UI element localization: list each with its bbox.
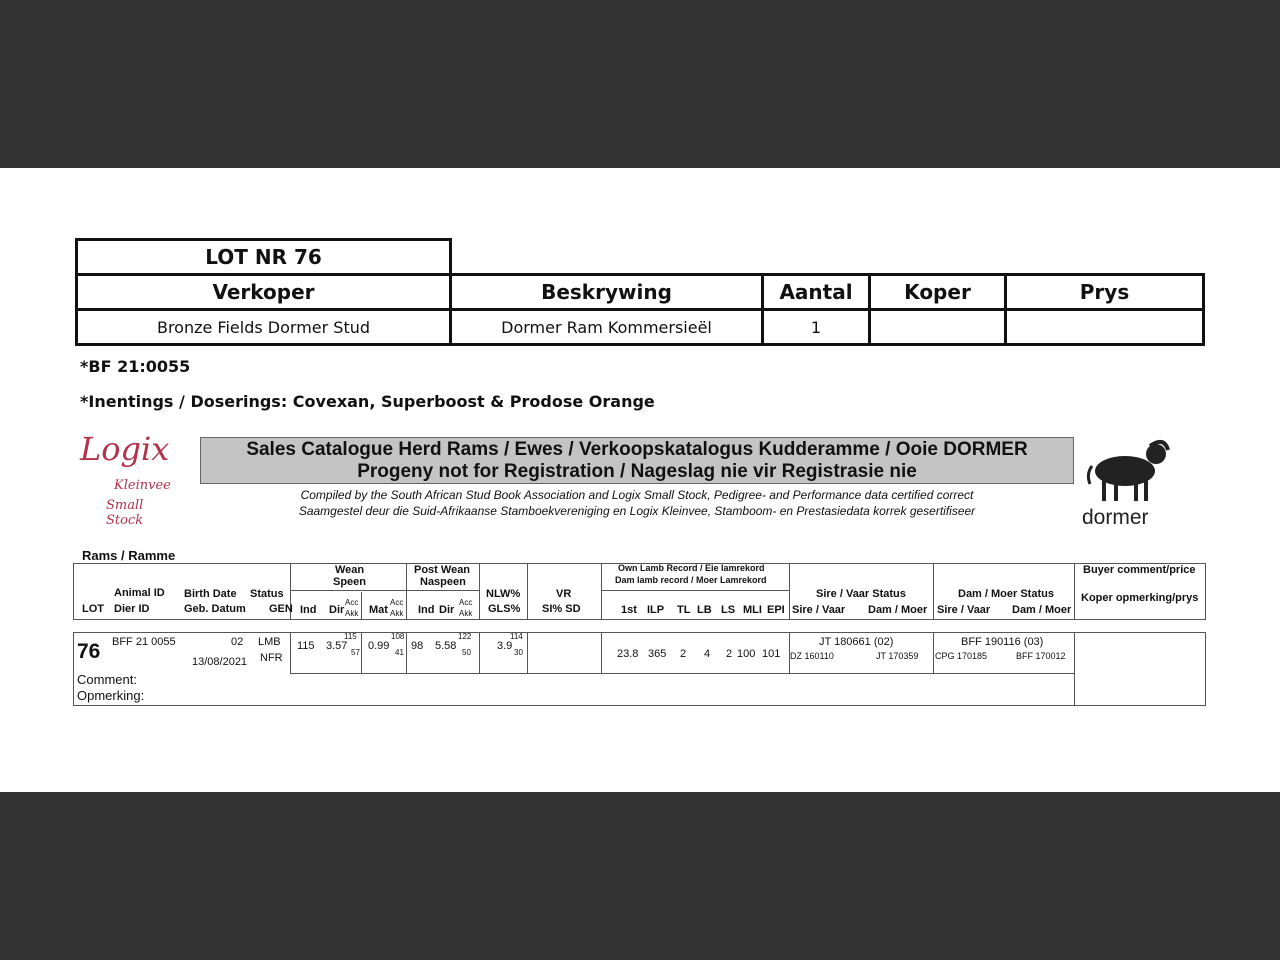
value-prys	[1004, 308, 1205, 346]
col-dam-dam-moer: Dam / Moer	[1012, 604, 1072, 616]
sire-dam-value: JT 170359	[876, 651, 919, 661]
dormer-logo-text: dormer	[1082, 506, 1149, 529]
header-prys: Prys	[1004, 273, 1205, 311]
col-post-wean: Post Wean	[414, 564, 471, 576]
col-tl: TL	[677, 604, 691, 616]
nlw-akk-value: 30	[514, 648, 523, 657]
col-mli: MLI	[743, 604, 762, 616]
col-wean-dir: Dir	[329, 604, 345, 616]
epi-value: 101	[762, 648, 781, 660]
animal-status: LMB	[258, 636, 281, 648]
note-inentings: *Inentings / Doserings: Covexan, Superboost & Prodose Orange	[80, 392, 655, 411]
col-gls: GLS%	[488, 603, 521, 615]
col-birth-date: Birth Date	[184, 588, 237, 600]
col-si-sd: SI% SD	[542, 603, 581, 615]
col-animal-id: Animal ID	[114, 587, 165, 599]
sire-value: JT 180661 (02)	[819, 636, 894, 648]
animal-id: BFF 21 0055	[112, 636, 176, 648]
col-status: Status	[250, 588, 284, 600]
col-gen: GEN	[269, 603, 293, 615]
col-dam-status: Dam / Moer Status	[958, 588, 1054, 600]
header-verkoper: Verkoper	[75, 273, 452, 311]
value-verkoper: Bronze Fields Dormer Stud	[75, 308, 452, 346]
value-aantal: 1	[761, 308, 871, 346]
dam-sire-value: CPG 170185	[935, 651, 988, 661]
section-label: Rams / Ramme	[82, 548, 176, 563]
col-buyer-comment: Buyer comment/price	[1083, 564, 1196, 576]
col-pw-akk: Akk	[459, 609, 473, 618]
animal-birth-code: 02	[231, 636, 244, 648]
header-koper: Koper	[868, 273, 1007, 311]
col-pw-dir: Dir	[439, 604, 455, 616]
first-value: 23.8	[617, 648, 639, 660]
wean-dir-value: 3.57	[326, 640, 348, 652]
col-wean-ind: Ind	[300, 604, 317, 616]
logix-logo-small-stock: Small Stock	[106, 498, 144, 528]
sire-sire-value: DZ 160110	[790, 651, 834, 661]
banner-line-1: Sales Catalogue Herd Rams / Ewes / Verkoopskatalogus Kudderamme / Ooie DORMER	[246, 439, 1028, 460]
col-ls: LS	[721, 604, 736, 616]
col-sire-dam-moer: Dam / Moer	[868, 604, 928, 616]
col-first: 1st	[621, 604, 637, 616]
note-bf: *BF 21:0055	[80, 357, 191, 376]
logix-logo-text: Logix	[80, 430, 170, 468]
pw-ind-value: 98	[411, 640, 424, 652]
col-own-lamb: Own Lamb Record / Eie lamrekord	[618, 563, 765, 573]
dam-value: BFF 190116 (03)	[961, 636, 1044, 648]
col-wean-mat-akk: Akk	[390, 609, 404, 618]
animal-birth-date: 13/08/2021	[192, 656, 248, 668]
col-wean-dir-acc: Acc	[345, 598, 359, 607]
logix-logo	[78, 430, 178, 528]
pw-dir-acc-value: 122	[458, 632, 472, 641]
value-koper	[868, 308, 1007, 346]
wean-mat-akk-value: 41	[395, 648, 404, 657]
col-dam-sire-vaar: Sire / Vaar	[937, 604, 991, 616]
mli-value: 100	[737, 648, 756, 660]
wean-mat-value: 0.99	[368, 640, 390, 652]
wean-dir-acc-value: 115	[344, 632, 357, 641]
col-koper-opmerking: Koper opmerking/prys	[1081, 592, 1199, 604]
animal-gen: NFR	[260, 652, 283, 664]
col-wean-mat: Mat	[369, 604, 388, 616]
wean-mat-acc-value: 108	[391, 632, 405, 641]
col-geb-datum: Geb. Datum	[184, 603, 246, 615]
col-wean: Wean	[335, 564, 365, 576]
compiled-english: Compiled by the South African Stud Book Association and Logix Small Stock, Pedigree- and Performance data certified correct	[300, 488, 974, 502]
animal-lot: 76	[77, 640, 101, 663]
ls-value: 2	[726, 648, 733, 660]
col-wean-dir-akk: Akk	[345, 609, 359, 618]
wean-dir-akk-value: 57	[351, 648, 360, 657]
lb-value: 4	[704, 648, 711, 660]
col-lb: LB	[697, 604, 712, 616]
col-dam-lamb: Dam lamb record / Moer Lamrekord	[615, 575, 767, 585]
pw-dir-value: 5.58	[435, 640, 457, 652]
ilp-value: 365	[648, 648, 667, 660]
banner-line-2: Progeny not for Registration / Nageslag nie vir Registrasie nie	[357, 461, 917, 482]
col-naspeen: Naspeen	[420, 576, 466, 588]
value-beskrywing: Dormer Ram Kommersieël	[449, 308, 764, 346]
compiled-afrikaans: Saamgestel deur die Suid-Afrikaanse Stamboekvereniging en Logix Kleinvee, Stamboom- en Prestasiedata korrek gesertifiseer	[298, 504, 976, 518]
logix-logo-kleinvee: Kleinvee	[114, 478, 171, 493]
col-pw-acc: Acc	[459, 598, 473, 607]
col-lot: LOT	[82, 603, 104, 615]
col-dier-id: Dier ID	[114, 603, 150, 615]
ram-icon	[1080, 436, 1170, 506]
opmerking-label: Opmerking:	[77, 688, 145, 703]
header-beskrywing: Beskrywing	[449, 273, 764, 311]
lot-number-title: LOT NR 76	[75, 238, 452, 276]
dormer-logo	[1080, 436, 1170, 532]
comment-label: Comment:	[77, 672, 137, 687]
col-sire-status: Sire / Vaar Status	[816, 588, 906, 600]
col-ilp: ILP	[647, 604, 665, 616]
pw-dir-akk-value: 50	[462, 648, 471, 657]
col-nlw: NLW%	[486, 588, 521, 600]
nlw-value: 3.9	[497, 640, 513, 652]
col-pw-ind: Ind	[418, 604, 435, 616]
nlw-acc-value: 114	[510, 632, 523, 641]
col-epi: EPI	[767, 604, 785, 616]
tl-value: 2	[680, 648, 687, 660]
wean-ind-value: 115	[297, 640, 315, 652]
dam-dam-value: BFF 170012	[1016, 651, 1066, 661]
col-wean-mat-acc: Acc	[390, 598, 404, 607]
col-vr: VR	[556, 588, 572, 600]
col-sire-vaar: Sire / Vaar	[792, 604, 846, 616]
header-aantal: Aantal	[761, 273, 871, 311]
col-speen: Speen	[333, 576, 367, 588]
catalogue-banner	[200, 437, 1074, 484]
